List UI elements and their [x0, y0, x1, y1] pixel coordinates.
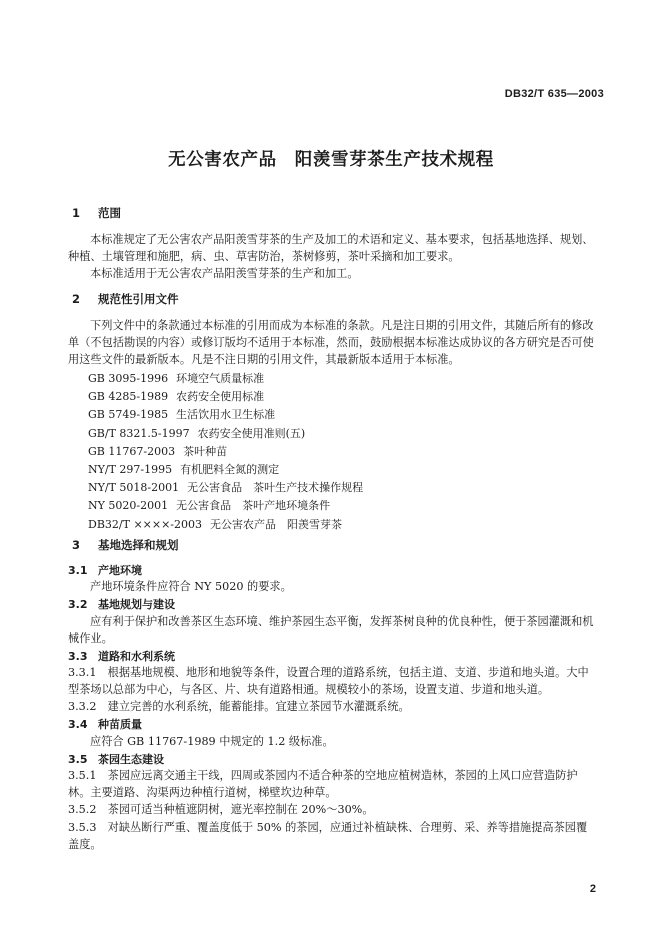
section-heading-normative-references: [72, 291, 179, 307]
section-number: 2: [72, 292, 81, 306]
section-number: 3: [72, 538, 81, 552]
section-title: 基地选择和规划: [98, 538, 179, 552]
section-number: 1: [72, 206, 81, 220]
subsection-heading: 3.4 种苗质量: [68, 718, 142, 731]
section-title: 规范性引用文件: [98, 292, 179, 306]
reference-item: NY/T 5018-2001 无公害食品 茶叶生产技术操作规程: [88, 481, 364, 495]
document-code: DB32/T 635—2003: [504, 88, 604, 100]
paragraph-3-1: 产地环境条件应符合 NY 5020 的要求。: [90, 580, 292, 593]
section-title: 范围: [98, 206, 122, 220]
reference-item: DB32/T ××××-2003 无公害农产品 阳羡雪芽茶: [88, 517, 343, 531]
scope-paragraph: 本标准规定了无公害农产品阳羡雪芽茶的生产及加工的术语和定义、基本要求，包括基地选择、规划、种植、土壤管理和施肥，病、虫、草害防治，茶树修剪，茶叶采摘和加工要求。: [68, 233, 594, 263]
section-heading-scope: [72, 205, 121, 221]
page-number: 2: [589, 883, 596, 895]
subsection-heading: 3.5 茶园生态建设: [68, 753, 164, 766]
section-heading-site-selection: [72, 537, 179, 553]
paragraph-3-3-1: 3.3.1 根据基地规模、地形和地貌等条件，设置合理的道路系统，包括主道、支道、步道和地头道。大中型茶场以总部为中心，与各区、片、块有道路相通。规模较小的茶场，设置支道、步道和地头道。: [68, 666, 589, 696]
paragraph-3-5-2: 3.5.2 茶园可适当种植遮阴树，遮光率控制在 20%～30%。: [68, 803, 374, 816]
reference-item: GB 4285-1989 农药安全使用标准: [88, 390, 265, 404]
paragraph-3-4: 应符合 GB 11767-1989 中规定的 1.2 级标准。: [90, 735, 334, 748]
paragraph-3-5-3: 3.5.3 对缺丛断行严重、覆盖度低于 50% 的茶园，应通过补植缺株、合理剪、采、养等措施提高茶园覆盖度。: [68, 821, 588, 851]
reference-item: GB 11767-2003 茶叶种苗: [88, 444, 228, 458]
subsection-heading: 3.2 基地规划与建设: [68, 598, 175, 611]
references-intro-paragraph: 下列文件中的条款通过本标准的引用而成为本标准的条款。凡是注日期的引用文件，其随后所有的修改单（不包括勘误的内容）或修订版均不适用于本标准，然而，鼓励根据本标准达成协议的各方研究是否可使用这些文件的最新版本。凡是不注日期的引用文件，其最新版本适用于本标准。: [68, 319, 594, 366]
subsection-heading: 3.3 道路和水利系统: [68, 650, 175, 663]
reference-item: GB 5749-1985 生活饮用水卫生标准: [88, 408, 276, 422]
reference-item: NY/T 297-1995 有机肥料全氮的测定: [88, 463, 280, 477]
subsection-heading: 3.1 产地环境: [68, 564, 142, 577]
document-title: 无公害农产品 阳羡雪芽茶生产技术规程: [168, 150, 494, 170]
reference-list: [88, 370, 363, 534]
paragraph-3-2: 应有利于保护和改善茶区生态环境、维护茶园生态平衡，发挥茶树良种的优良种性，便于茶园灌溉和机械作业。: [68, 615, 594, 645]
reference-item: GB/T 8321.5-1997 农药安全使用准则(五): [88, 426, 306, 440]
reference-item: GB 3095-1996 环境空气质量标准: [88, 372, 265, 385]
paragraph-3-5-1: 3.5.1 茶园应远离交通主干线，四周或茶园内不适合种茶的空地应植树造林，茶园的上风口应营造防护林。主要道路、沟渠两边种植行道树，梯壁坎边种草。: [68, 769, 578, 799]
reference-item: NY 5020-2001 无公害食品 茶叶产地环境条件: [88, 499, 331, 513]
paragraph-3-3-2: 3.3.2 建立完善的水利系统，能蓄能排。宜建立茶园节水灌溉系统。: [68, 700, 410, 713]
scope-applicability-paragraph: 本标准适用于无公害农产品阳羡雪芽茶的生产和加工。: [90, 267, 359, 280]
